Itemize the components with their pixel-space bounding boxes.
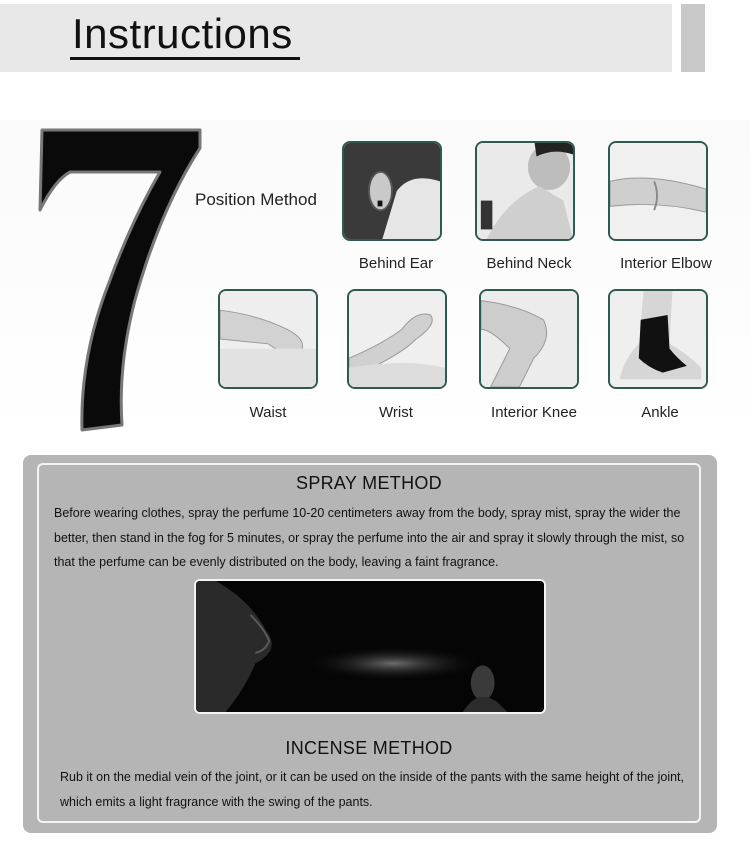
position-method-label: Position Method [195,190,317,209]
neck-photo-icon [475,141,575,241]
page-title: Instructions [72,10,293,57]
label-interior-knee: Interior Knee [491,404,577,421]
incense-method-heading: INCENSE METHOD [285,738,453,758]
waist-photo-icon [218,289,318,389]
spray-method-text: Before wearing clothes, spray the perfume 10-20 centimeters away from the body, spray mist, spray the wider the better, then stand in the fog for 5 minutes, or spray the perfume into the air and spray it slowly through the mist, so that the perfume can be evenly distributed on the body, leaving a faint fragrance. [54,506,685,569]
knee-photo-icon [479,289,579,389]
header-side-bar [681,4,705,72]
wrist-photo-icon [347,289,447,389]
incense-method-text: Rub it on the medial vein of the joint, or it can be used on the inside of the pants with the same height of the joint, which emits a light fragrance with the swing of the pants. [60,770,684,809]
big-number-seven [10,100,210,440]
label-behind-neck: Behind Neck [486,255,572,272]
elbow-photo-icon [608,141,708,241]
label-interior-elbow: Interior Elbow [620,255,712,272]
spray-photo [194,579,546,714]
label-waist: Waist [249,404,287,421]
title-underline [70,57,300,60]
label-ankle: Ankle [641,404,679,421]
ankle-photo-icon [608,289,708,389]
label-wrist: Wrist [379,404,413,421]
label-behind-ear: Behind Ear [358,255,434,272]
ear-photo-icon [342,141,442,241]
spray-method-heading: SPRAY METHOD [296,473,442,493]
